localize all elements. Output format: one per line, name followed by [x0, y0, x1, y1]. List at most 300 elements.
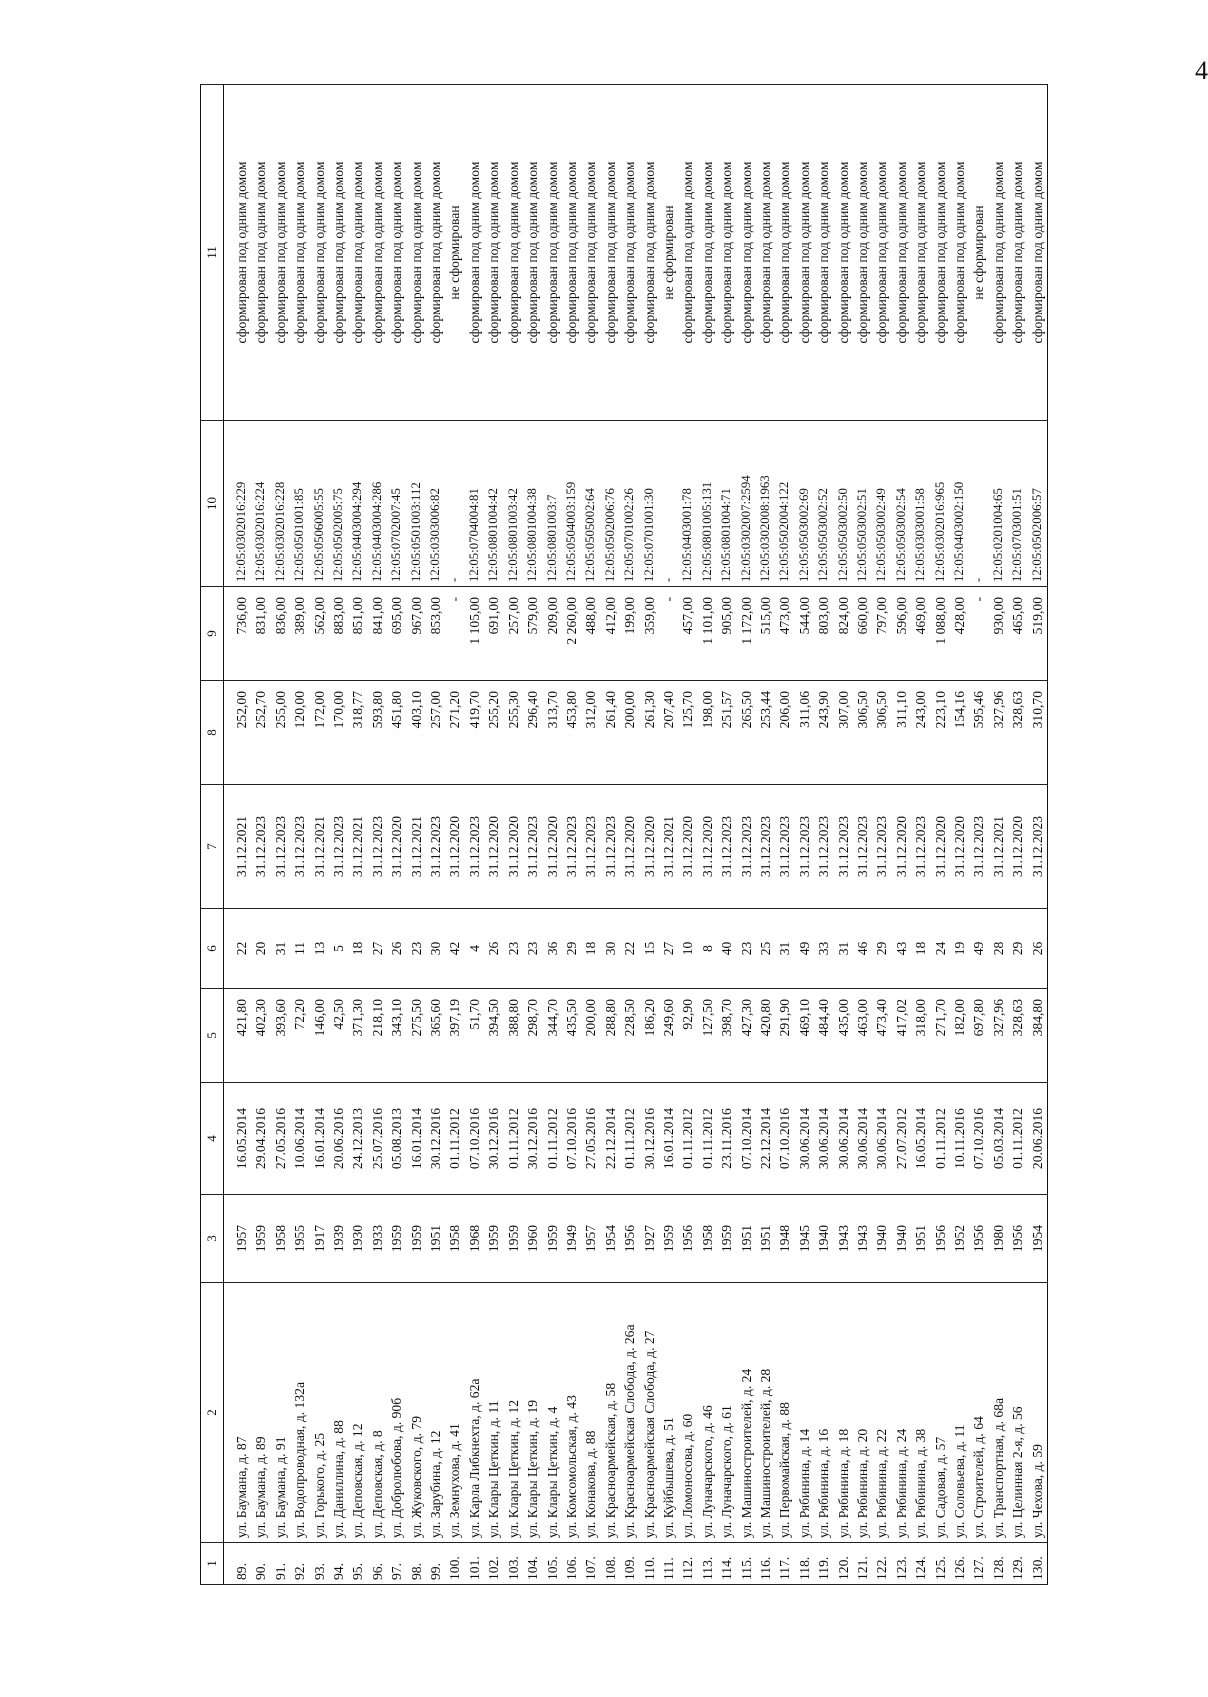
- table-cell: 841,00: [368, 587, 387, 681]
- table-cell: 1959: [659, 1195, 678, 1283]
- table-cell: ул. Комсомольская, д. 43: [562, 1283, 581, 1543]
- column-header-10: 10: [201, 421, 224, 587]
- table-row: [465, 85, 484, 1585]
- table-cell: 31.12.2023: [737, 785, 756, 909]
- table-row: [504, 85, 523, 1585]
- table-cell: 100.: [445, 1543, 464, 1585]
- table-cell: 31.12.2020: [504, 785, 523, 909]
- table-cell: 252,00: [224, 681, 252, 785]
- table-cell: 1 105,00: [465, 587, 484, 681]
- table-cell: 23: [504, 909, 523, 989]
- table-cell: 154,16: [950, 681, 969, 785]
- table-cell: 27.05.2016: [271, 1083, 290, 1195]
- table-cell: 29: [562, 909, 581, 989]
- table-cell: сформирован под одним домом: [989, 85, 1008, 421]
- table-cell: 12:05:0403004:286: [368, 421, 387, 587]
- table-cell: 114.: [717, 1543, 736, 1585]
- table-cell: 296,40: [523, 681, 542, 785]
- table-cell: 1957: [581, 1195, 600, 1283]
- table-cell: сформирован под одним домом: [795, 85, 814, 421]
- table-row: [911, 85, 930, 1585]
- table-cell: 129.: [1008, 1543, 1027, 1585]
- table-cell: 12:05:0502004:122: [775, 421, 794, 587]
- table-row: [581, 85, 600, 1585]
- table-cell: 1939: [329, 1195, 348, 1283]
- table-cell: 31.12.2020: [543, 785, 562, 909]
- table-cell: 18: [348, 909, 367, 989]
- table-cell: 13: [310, 909, 329, 989]
- table-cell: ул. Даниллина, д. 88: [329, 1283, 348, 1543]
- table-cell: 117.: [775, 1543, 794, 1585]
- table-cell: ул. Рябинина, д. 38: [911, 1283, 930, 1543]
- table-cell: 12:05:0703001:51: [1008, 421, 1027, 587]
- table-cell: 469,00: [911, 587, 930, 681]
- table-cell: сформирован под одним домом: [872, 85, 891, 421]
- table-cell: сформирован под одним домом: [224, 85, 252, 421]
- table-cell: ул. Зарубина, д. 12: [426, 1283, 445, 1543]
- column-header-9: 9: [201, 587, 224, 681]
- table-cell: 1958: [445, 1195, 464, 1283]
- table-cell: 33: [814, 909, 833, 989]
- table-cell: 403,10: [407, 681, 426, 785]
- table-row: [368, 85, 387, 1585]
- table-cell: 695,00: [387, 587, 406, 681]
- table-cell: 209,00: [543, 587, 562, 681]
- table-cell: 1 101,00: [698, 587, 717, 681]
- table-cell: 12:05:0502005:75: [329, 421, 348, 587]
- table-cell: 31.12.2023: [814, 785, 833, 909]
- table-cell: ул. Куйбышева, д. 51: [659, 1283, 678, 1543]
- table-cell: 1930: [348, 1195, 367, 1283]
- table-cell: 12:05:0503002:50: [834, 421, 853, 587]
- table-cell: 463,00: [853, 989, 872, 1083]
- table-cell: 26: [484, 909, 503, 989]
- table-row: [659, 85, 678, 1585]
- table-cell: 18: [581, 909, 600, 989]
- table-cell: 1940: [872, 1195, 891, 1283]
- table-cell: 1956: [620, 1195, 639, 1283]
- table-cell: 207,40: [659, 681, 678, 785]
- table-cell: сформирован под одним домом: [834, 85, 853, 421]
- table-cell: 12:05:0302008:1963: [756, 421, 775, 587]
- table-cell: 113.: [698, 1543, 717, 1585]
- table-cell: 5: [329, 909, 348, 989]
- column-header-5: 5: [201, 989, 224, 1083]
- table-row: [698, 85, 717, 1585]
- table-cell: 930,00: [989, 587, 1008, 681]
- table-cell: 312,00: [581, 681, 600, 785]
- table-cell: 31.12.2021: [407, 785, 426, 909]
- table-cell: 20.06.2016: [329, 1083, 348, 1195]
- table-cell: 12:05:0503002:69: [795, 421, 814, 587]
- table-cell: ул. Баумана, д. 87: [224, 1283, 252, 1543]
- table-cell: 23: [523, 909, 542, 989]
- table-cell: 15: [640, 909, 659, 989]
- table-cell: сформирован под одним домом: [484, 85, 503, 421]
- table-cell: 30.06.2014: [795, 1083, 814, 1195]
- table-row: [445, 85, 464, 1585]
- table-cell: 275,50: [407, 989, 426, 1083]
- table-cell: 344,70: [543, 989, 562, 1083]
- table-cell: 31.12.2023: [251, 785, 270, 909]
- table-cell: 31.12.2023: [581, 785, 600, 909]
- table-cell: 07.10.2016: [775, 1083, 794, 1195]
- table-cell: ул. Красноармейская, д. 58: [601, 1283, 620, 1543]
- table-cell: 51,70: [465, 989, 484, 1083]
- table-cell: 200,00: [620, 681, 639, 785]
- table-cell: 12:05:0302016:965: [931, 421, 950, 587]
- table-cell: 31: [271, 909, 290, 989]
- table-cell: 12:05:0801004:42: [484, 421, 503, 587]
- table-cell: 31.12.2023: [911, 785, 930, 909]
- table-cell: сформирован под одним домом: [387, 85, 406, 421]
- table-cell: ул. Земнухова, д. 41: [445, 1283, 464, 1543]
- table-cell: 27: [659, 909, 678, 989]
- table-header-row: [201, 85, 224, 1585]
- table-cell: ул. Деповская, д. 8: [368, 1283, 387, 1543]
- table-cell: 12:05:0502006:76: [601, 421, 620, 587]
- table-cell: 243,90: [814, 681, 833, 785]
- table-cell: 92.: [290, 1543, 309, 1585]
- table-cell: 2 260,00: [562, 587, 581, 681]
- table-cell: -: [969, 421, 988, 587]
- table-cell: 402,30: [251, 989, 270, 1083]
- table-row: [224, 85, 252, 1585]
- table-row: [310, 85, 329, 1585]
- table-cell: ул. Целинная 2-я, д. 56: [1008, 1283, 1027, 1543]
- table-cell: 31.12.2023: [329, 785, 348, 909]
- table-cell: ул. Рябинина, д. 24: [892, 1283, 911, 1543]
- table-row: [426, 85, 445, 1585]
- table-cell: ул. Красноармейская Слобода, д. 26а: [620, 1283, 639, 1543]
- table-cell: 200,00: [581, 989, 600, 1083]
- table-cell: 109.: [620, 1543, 639, 1585]
- table-cell: 22: [620, 909, 639, 989]
- table-cell: 01.11.2012: [931, 1083, 950, 1195]
- table-cell: 07.10.2014: [737, 1083, 756, 1195]
- table-cell: 306,50: [872, 681, 891, 785]
- table-cell: сформирован под одним домом: [931, 85, 950, 421]
- table-cell: 31.12.2021: [224, 785, 252, 909]
- table-cell: 18: [911, 909, 930, 989]
- table-cell: 31.12.2021: [989, 785, 1008, 909]
- table-row: [348, 85, 367, 1585]
- table-cell: сформирован под одним домом: [465, 85, 484, 421]
- table-cell: 12:05:0801003:42: [504, 421, 523, 587]
- table-cell: 12:05:0503002:52: [814, 421, 833, 587]
- table-cell: ул. Рябинина, д. 18: [834, 1283, 853, 1543]
- table-cell: 31.12.2020: [931, 785, 950, 909]
- table-row: [853, 85, 872, 1585]
- table-cell: 12:05:0701001:30: [640, 421, 659, 587]
- table-row: [640, 85, 659, 1585]
- table-row: [872, 85, 891, 1585]
- table-cell: 265,50: [737, 681, 756, 785]
- table-cell: ул. Баумана, д. 91: [271, 1283, 290, 1543]
- table-cell: сформирован под одним домом: [426, 85, 445, 421]
- table-cell: 394,50: [484, 989, 503, 1083]
- table-cell: 31.12.2020: [892, 785, 911, 909]
- table-cell: 307,00: [834, 681, 853, 785]
- table-cell: 130.: [1028, 1543, 1048, 1585]
- table-cell: 27: [368, 909, 387, 989]
- table-cell: ул. Клары Цеткин, д. 19: [523, 1283, 542, 1543]
- table-cell: 89.: [224, 1543, 252, 1585]
- table-row: [969, 85, 988, 1585]
- table-cell: 12:05:0504003:159: [562, 421, 581, 587]
- table-cell: 327,96: [989, 989, 1008, 1083]
- table-cell: 29.04.2016: [251, 1083, 270, 1195]
- table-cell: 29: [872, 909, 891, 989]
- table-cell: 12:05:0302007:2594: [737, 421, 756, 587]
- table-cell: 251,57: [717, 681, 736, 785]
- table-cell: 146,00: [310, 989, 329, 1083]
- table-cell: 12:05:0701002:26: [620, 421, 639, 587]
- table-cell: 1917: [310, 1195, 329, 1283]
- table-cell: 12:05:0704004:81: [465, 421, 484, 587]
- table-cell: 1960: [523, 1195, 542, 1283]
- table-cell: 186,20: [640, 989, 659, 1083]
- table-cell: 1956: [931, 1195, 950, 1283]
- table-cell: ул. Соловьева, д. 11: [950, 1283, 969, 1543]
- table-cell: 43: [892, 909, 911, 989]
- table-cell: ул. Рябинина, д. 14: [795, 1283, 814, 1543]
- table-cell: 1948: [775, 1195, 794, 1283]
- table-cell: 306,50: [853, 681, 872, 785]
- table-cell: 12:05:0302016:228: [271, 421, 290, 587]
- table-cell: 12:05:0501001:85: [290, 421, 309, 587]
- table-cell: 298,70: [523, 989, 542, 1083]
- table-cell: ул. Клары Цеткин, д. 11: [484, 1283, 503, 1543]
- table-cell: 128.: [989, 1543, 1008, 1585]
- table-cell: 12:05:0801005:131: [698, 421, 717, 587]
- table-cell: 451,80: [387, 681, 406, 785]
- table-cell: 1956: [678, 1195, 697, 1283]
- table-cell: 108.: [601, 1543, 620, 1585]
- table-cell: 417,02: [892, 989, 911, 1083]
- table-cell: ул. Строителей, д. 64: [969, 1283, 988, 1543]
- table-cell: 31.12.2023: [969, 785, 988, 909]
- table-cell: 12:05:0801004:71: [717, 421, 736, 587]
- table-cell: 31.12.2020: [640, 785, 659, 909]
- table-cell: 313,70: [543, 681, 562, 785]
- table-cell: ул. Ломоносова, д. 60: [678, 1283, 697, 1543]
- table-cell: сформирован под одним домом: [911, 85, 930, 421]
- table-cell: сформирован под одним домом: [1008, 85, 1027, 421]
- table-cell: 31.12.2023: [562, 785, 581, 909]
- table-cell: 328,63: [1008, 681, 1027, 785]
- column-header-1: 1: [201, 1543, 224, 1585]
- table-cell: 271,20: [445, 681, 464, 785]
- table-cell: 1959: [387, 1195, 406, 1283]
- table-row: [892, 85, 911, 1585]
- table-cell: сформирован под одним домом: [290, 85, 309, 421]
- table-cell: 797,00: [872, 587, 891, 681]
- table-cell: 27.05.2016: [581, 1083, 600, 1195]
- table-cell: 42,50: [329, 989, 348, 1083]
- table-cell: 1940: [814, 1195, 833, 1283]
- table-cell: 11: [290, 909, 309, 989]
- table-cell: 1959: [543, 1195, 562, 1283]
- table-cell: -: [445, 587, 464, 681]
- table-cell: 836,00: [271, 587, 290, 681]
- table-cell: ул. Жуковского, д. 79: [407, 1283, 426, 1543]
- table-cell: 288,80: [601, 989, 620, 1083]
- table-cell: 116.: [756, 1543, 775, 1585]
- table-cell: ул. Баумана, д. 89: [251, 1283, 270, 1543]
- table-cell: 30.06.2014: [853, 1083, 872, 1195]
- table-cell: 101.: [465, 1543, 484, 1585]
- table-cell: 562,00: [310, 587, 329, 681]
- table-cell: 123.: [892, 1543, 911, 1585]
- table-cell: ул. Транспортная, д. 68а: [989, 1283, 1008, 1543]
- table-cell: 12:05:0506005:55: [310, 421, 329, 587]
- table-cell: 252,70: [251, 681, 270, 785]
- table-cell: 255,20: [484, 681, 503, 785]
- table-cell: 12:05:0201004:65: [989, 421, 1008, 587]
- table-row: [251, 85, 270, 1585]
- table-cell: сформирован под одним домом: [678, 85, 697, 421]
- table-cell: 1980: [989, 1195, 1008, 1283]
- table-cell: 691,00: [484, 587, 503, 681]
- table-cell: 1954: [601, 1195, 620, 1283]
- table-cell: 20.06.2016: [1028, 1083, 1048, 1195]
- table-cell: 255,30: [504, 681, 523, 785]
- table-cell: 112.: [678, 1543, 697, 1585]
- table-cell: сформирован под одним домом: [562, 85, 581, 421]
- table-cell: не сформирован: [969, 85, 988, 421]
- table-cell: 124.: [911, 1543, 930, 1585]
- table-row: [543, 85, 562, 1585]
- table-cell: 49: [969, 909, 988, 989]
- table-row: [329, 85, 348, 1585]
- table-cell: 96.: [368, 1543, 387, 1585]
- table-cell: 435,00: [834, 989, 853, 1083]
- table-cell: 93.: [310, 1543, 329, 1585]
- table-cell: 31.12.2020: [445, 785, 464, 909]
- table-cell: 99.: [426, 1543, 445, 1585]
- table-cell: 4: [465, 909, 484, 989]
- table-cell: сформирован под одним домом: [601, 85, 620, 421]
- table-cell: 30.06.2014: [872, 1083, 891, 1195]
- table-cell: 127,50: [698, 989, 717, 1083]
- table-cell: 26: [1028, 909, 1048, 989]
- table-cell: 243,00: [911, 681, 930, 785]
- table-cell: 488,00: [581, 587, 600, 681]
- table-cell: сформирован под одним домом: [717, 85, 736, 421]
- table-cell: 110.: [640, 1543, 659, 1585]
- table-cell: 359,00: [640, 587, 659, 681]
- table-cell: ул. Машиностроителей, д. 28: [756, 1283, 775, 1543]
- table-row: [601, 85, 620, 1585]
- table-cell: 104.: [523, 1543, 542, 1585]
- table-cell: 31.12.2023: [756, 785, 775, 909]
- column-header-8: 8: [201, 681, 224, 785]
- table-cell: сформирован под одним домом: [950, 85, 969, 421]
- table-row: [1028, 85, 1048, 1585]
- table-cell: 328,63: [1008, 989, 1027, 1083]
- table-cell: сформирован под одним домом: [756, 85, 775, 421]
- table-cell: 16.01.2014: [407, 1083, 426, 1195]
- table-cell: -: [659, 587, 678, 681]
- table-cell: 121.: [853, 1543, 872, 1585]
- table-cell: 111.: [659, 1543, 678, 1585]
- table-cell: 30.06.2014: [834, 1083, 853, 1195]
- table-cell: 515,00: [756, 587, 775, 681]
- table-cell: 427,30: [737, 989, 756, 1083]
- table-cell: 393,60: [271, 989, 290, 1083]
- table-cell: 388,80: [504, 989, 523, 1083]
- table-cell: 119.: [814, 1543, 833, 1585]
- table-cell: сформирован под одним домом: [271, 85, 290, 421]
- table-cell: 98.: [407, 1543, 426, 1585]
- table-cell: 12:05:0403004:294: [348, 421, 367, 587]
- table-cell: 05.03.2014: [989, 1083, 1008, 1195]
- table-cell: 831,00: [251, 587, 270, 681]
- table-cell: 36: [543, 909, 562, 989]
- table-cell: 07.10.2016: [969, 1083, 988, 1195]
- table-cell: 31.12.2023: [775, 785, 794, 909]
- table-cell: 31.12.2023: [872, 785, 891, 909]
- table-cell: 31.12.2020: [620, 785, 639, 909]
- table-cell: 1958: [698, 1195, 717, 1283]
- table-cell: 125.: [931, 1543, 950, 1585]
- table-cell: сформирован под одним домом: [775, 85, 794, 421]
- table-cell: 593,80: [368, 681, 387, 785]
- table-cell: ул. Садовая, д. 57: [931, 1283, 950, 1543]
- table-cell: 31.12.2020: [698, 785, 717, 909]
- table-cell: 16.01.2014: [310, 1083, 329, 1195]
- table-cell: 42: [445, 909, 464, 989]
- table-cell: 1952: [950, 1195, 969, 1283]
- table-cell: 853,00: [426, 587, 445, 681]
- table-cell: сформирован под одним домом: [348, 85, 367, 421]
- table-cell: 115.: [737, 1543, 756, 1585]
- table-cell: 206,00: [775, 681, 794, 785]
- table-cell: 596,00: [892, 587, 911, 681]
- table-cell: 01.11.2012: [543, 1083, 562, 1195]
- table-cell: 01.11.2012: [698, 1083, 717, 1195]
- table-cell: 28: [989, 909, 1008, 989]
- table-cell: 30.12.2016: [484, 1083, 503, 1195]
- table-cell: ул. Добролюбова, д. 90б: [387, 1283, 406, 1543]
- table-cell: 421,80: [224, 989, 252, 1083]
- table-cell: 01.11.2012: [504, 1083, 523, 1195]
- table-cell: ул. Красноармейская Слобода, д. 27: [640, 1283, 659, 1543]
- table-cell: 31.12.2020: [678, 785, 697, 909]
- table-cell: не сформирован: [445, 85, 464, 421]
- table-cell: 257,00: [504, 587, 523, 681]
- table-cell: 106.: [562, 1543, 581, 1585]
- table-cell: 22: [224, 909, 252, 989]
- table-cell: 49: [795, 909, 814, 989]
- table-cell: сформирован под одним домом: [504, 85, 523, 421]
- table-cell: сформирован под одним домом: [368, 85, 387, 421]
- table-cell: 125,70: [678, 681, 697, 785]
- table-cell: 31.12.2023: [1028, 785, 1048, 909]
- table-row: [795, 85, 814, 1585]
- table-cell: 122.: [872, 1543, 891, 1585]
- table-cell: 16.05.2014: [224, 1083, 252, 1195]
- table-cell: 365,60: [426, 989, 445, 1083]
- table-cell: 384,80: [1028, 989, 1048, 1083]
- table-cell: 12:05:0502006:57: [1028, 421, 1048, 587]
- table-cell: 1954: [1028, 1195, 1048, 1283]
- table-cell: 343,10: [387, 989, 406, 1083]
- table-cell: сформирован под одним домом: [892, 85, 911, 421]
- table-cell: 697,80: [969, 989, 988, 1083]
- column-header-11: 11: [201, 85, 224, 421]
